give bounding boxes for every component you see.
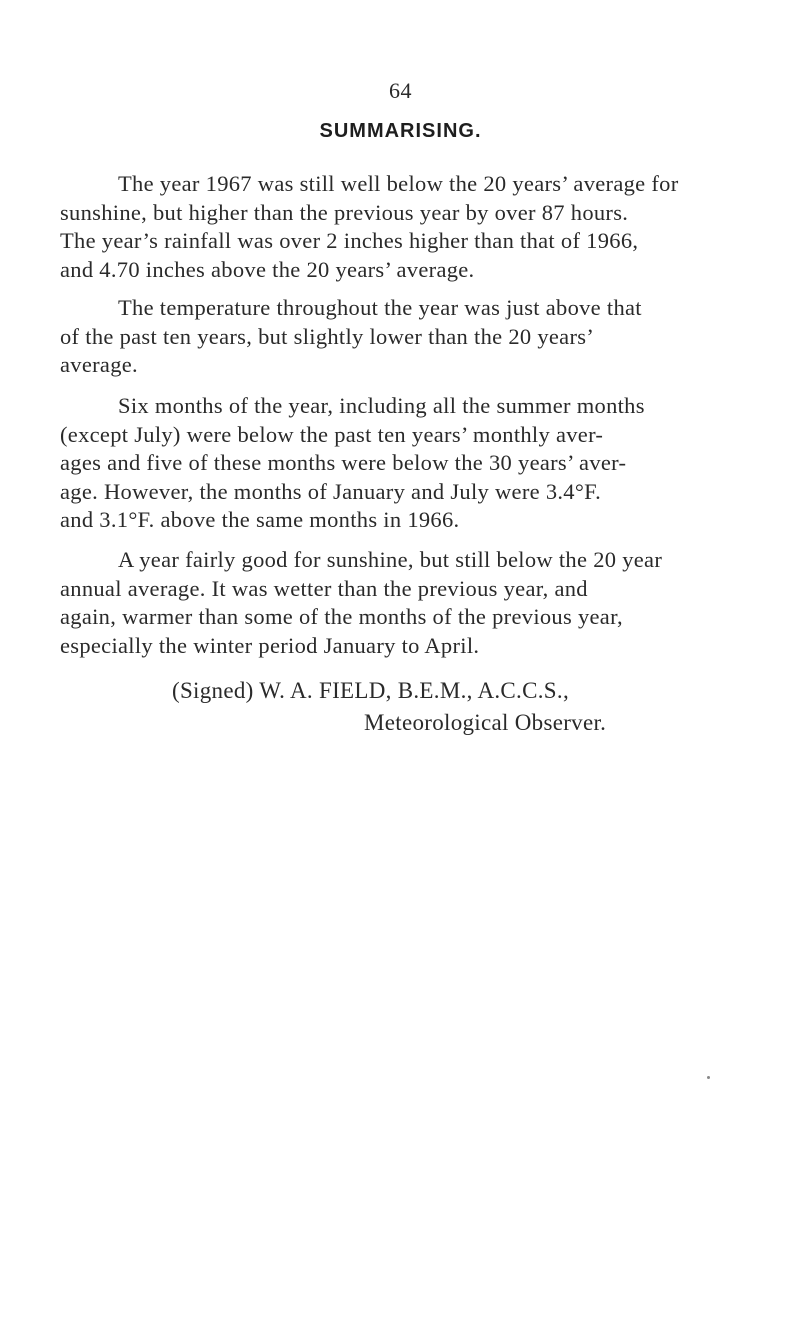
paragraph-line: The year 1967 was still well below the 20 years’ average for: [118, 171, 679, 196]
signature-title: Meteorological Observer.: [364, 710, 607, 735]
paragraph-line: The year’s rainfall was over 2 inches higher than that of 1966,: [60, 228, 639, 253]
paragraph-line: age. However, the months of January and July were 3.4°F.: [60, 478, 602, 504]
paragraph-line: The temperature throughout the year was just above that: [118, 295, 642, 320]
paragraph-line: sunshine, but higher than the previous year by over 87 hours.: [60, 199, 629, 225]
signature-name: (Signed) W. A. FIELD, B.E.M., A.C.C.S.,: [172, 678, 569, 703]
paragraph-line: especially the winter period January to April.: [60, 632, 480, 658]
paragraph-line: and 3.1°F. above the same months in 1966.: [60, 507, 460, 532]
paragraph-line: annual average. It was wetter than the previous year, and: [60, 575, 588, 601]
paragraph-line: again, warmer than some of the months of the previous year,: [60, 604, 623, 629]
paragraph-line: ages and five of these months were below the 30 years’ aver-: [60, 450, 627, 475]
paragraph-line: Six months of the year, including all the summer months: [118, 393, 645, 418]
print-speck: [707, 1076, 710, 1079]
page-number: 64: [389, 78, 412, 103]
paragraph-line: A year fairly good for sunshine, but still below the 20 year: [118, 547, 663, 572]
paragraph-line: of the past ten years, but slightly lower than the 20 years’: [60, 323, 595, 349]
paragraph-line: average.: [60, 352, 138, 377]
paragraph-line: (except July) were below the past ten years’ monthly aver-: [60, 421, 604, 447]
page-heading: SUMMARISING.: [319, 120, 482, 142]
paragraph-line: and 4.70 inches above the 20 years’ average.: [60, 256, 475, 282]
